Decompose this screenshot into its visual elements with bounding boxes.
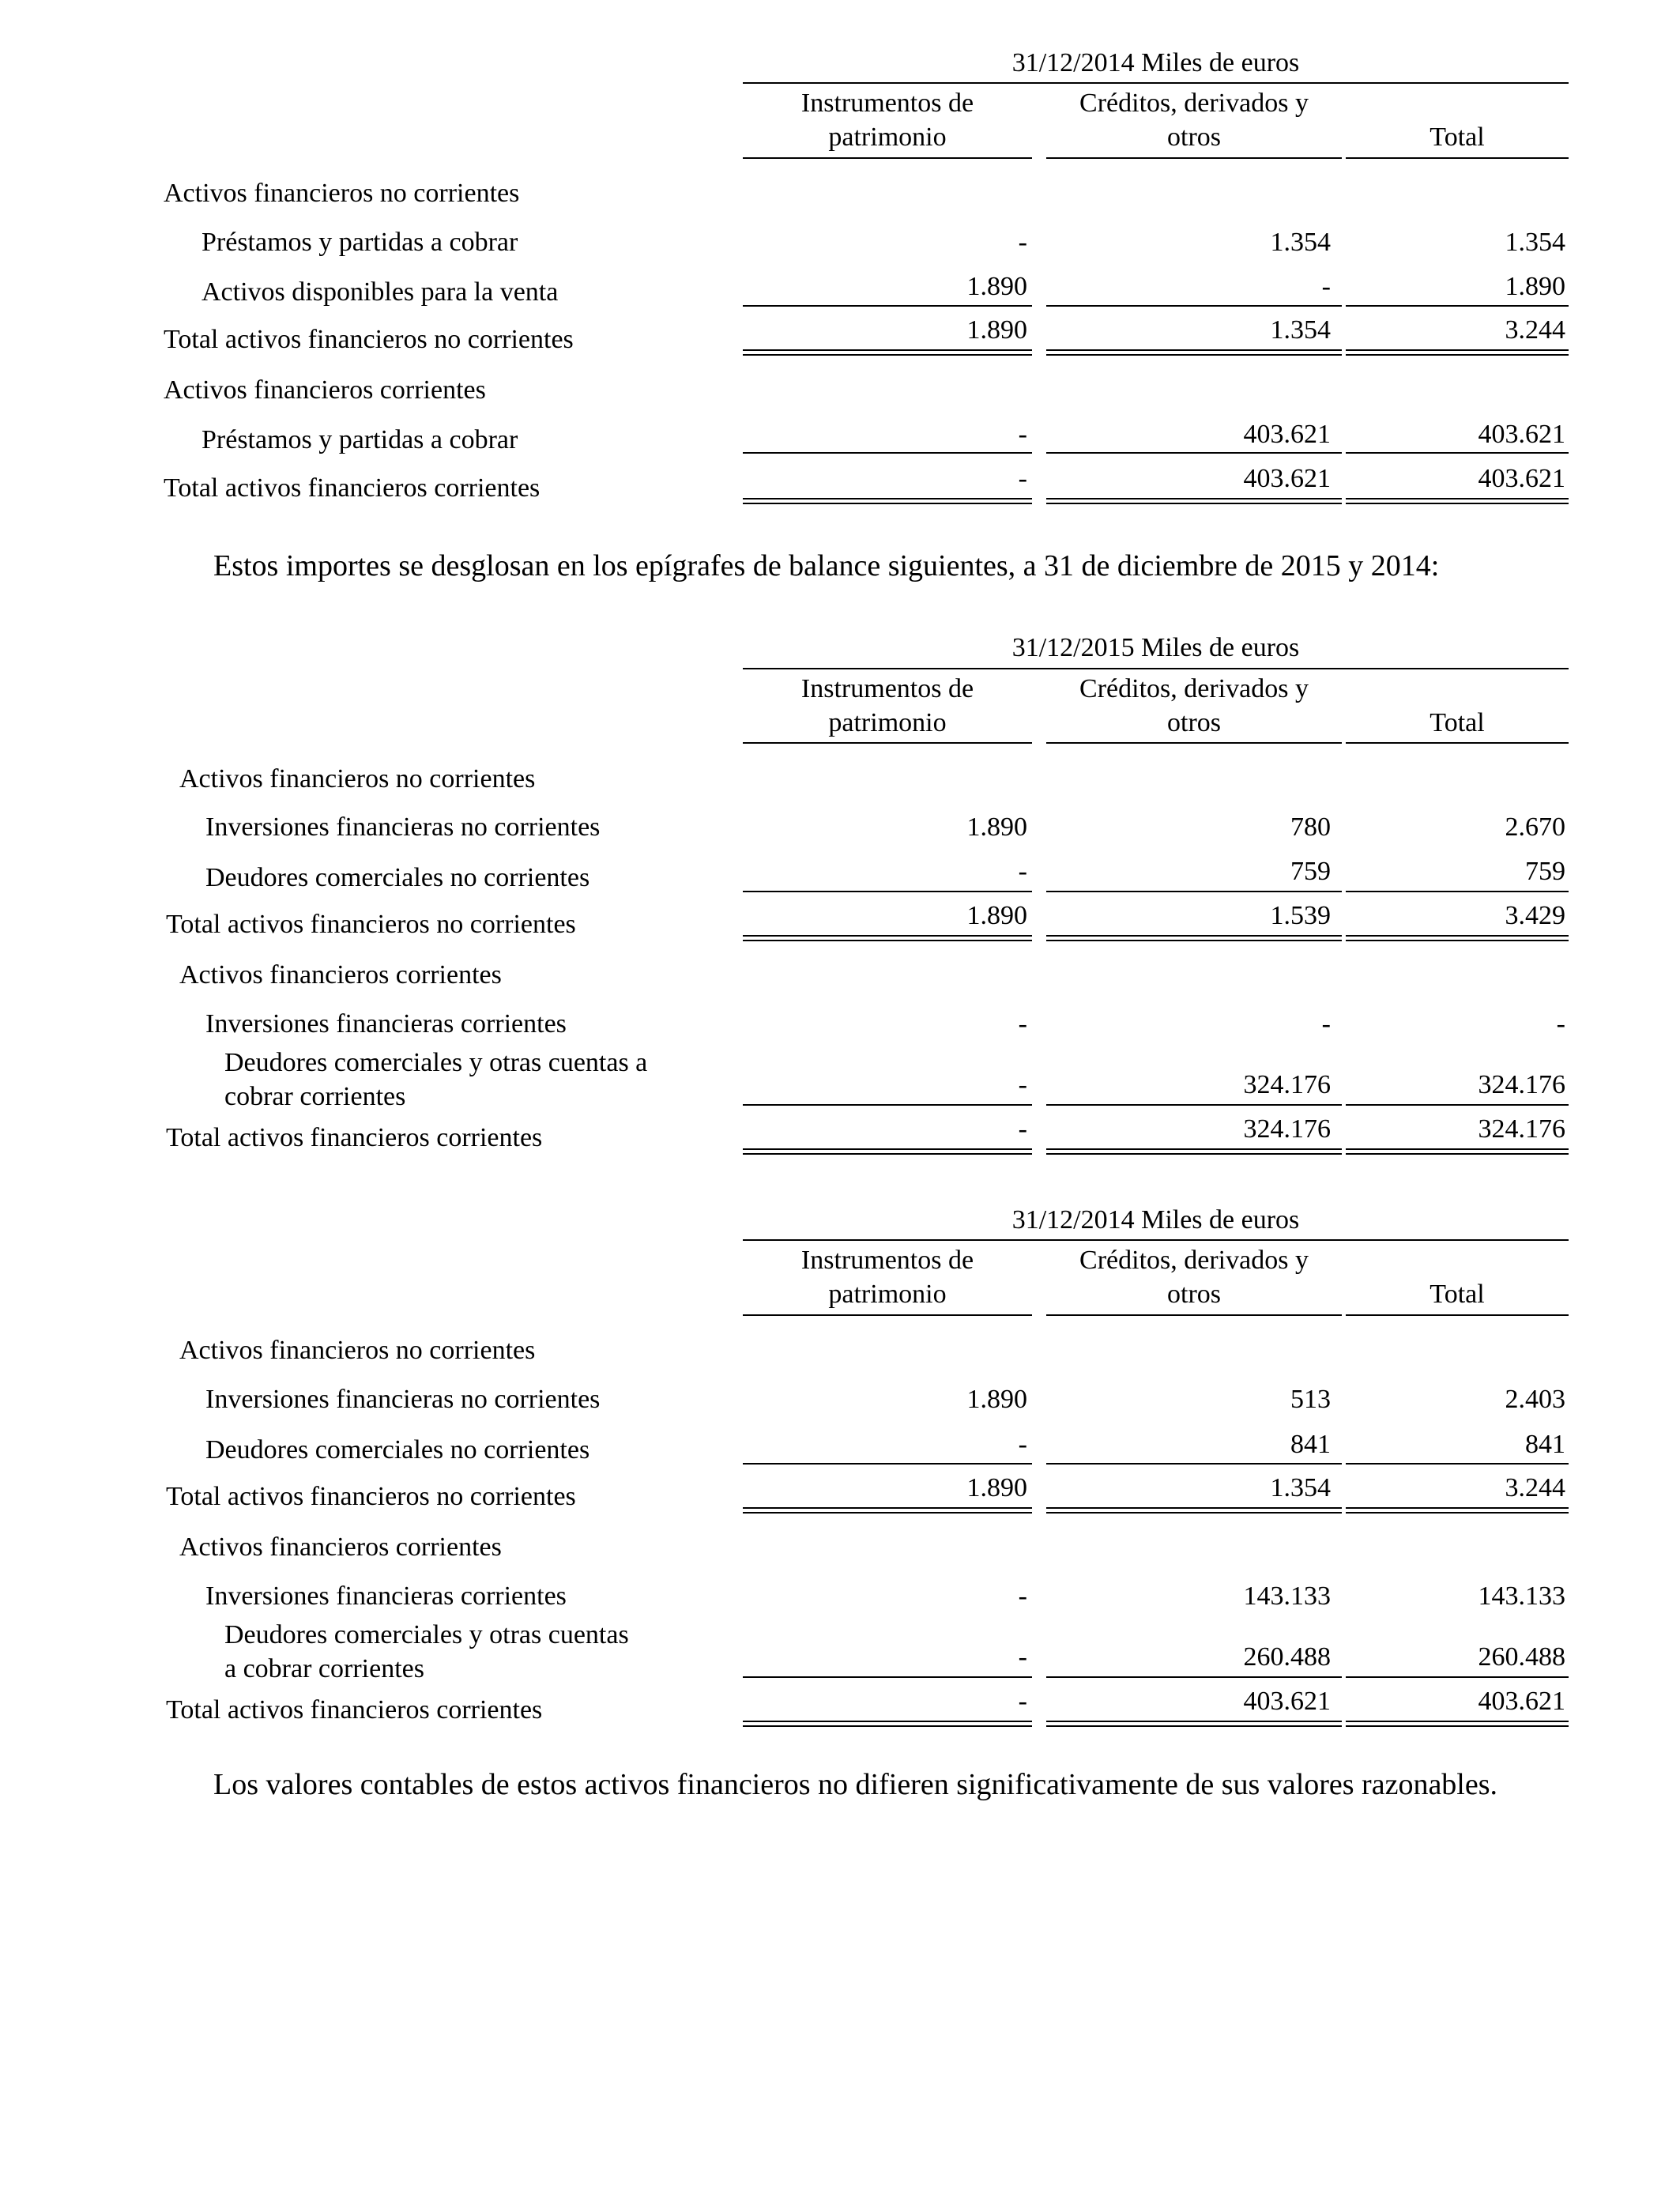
cell-value: 1.890 — [966, 315, 1027, 345]
cell-value: 1.890 — [966, 272, 1027, 301]
total-double-rule — [1346, 935, 1569, 941]
cell-value: 1.890 — [966, 901, 1027, 930]
row-label: Deudores comerciales y otras cuentas a cobrar corrientes — [224, 1620, 629, 1683]
intro-paragraph: Estos importes se desglosan en los epígrafes de balance siguientes, a 31 de diciembre de 2015 y 2014: — [213, 549, 1440, 582]
subtotal-rule — [743, 1676, 1032, 1678]
cell-value: 143.133 — [1478, 1581, 1565, 1611]
total-double-rule — [1346, 1721, 1569, 1727]
col-header-total: Total — [1430, 708, 1485, 737]
subtotal-rule — [743, 891, 1032, 892]
total-label: Total activos financieros no corrientes — [164, 325, 574, 354]
total-label: Total activos financieros corrientes — [164, 473, 541, 503]
cell-value: - — [1018, 228, 1027, 257]
cell-value: 1.890 — [1505, 272, 1565, 301]
cell-value: - — [1321, 272, 1331, 301]
cell-value: 3.429 — [1505, 901, 1565, 930]
section-label: Activos financieros corrientes — [179, 1532, 502, 1562]
col-rule — [1346, 1314, 1569, 1316]
col-header-total: Total — [1430, 1280, 1485, 1309]
subtotal-rule — [1046, 1676, 1342, 1678]
total-double-rule — [1346, 498, 1569, 504]
total-double-rule — [1046, 935, 1342, 941]
col-header-creditos-l1: Créditos, derivados y — [1079, 89, 1309, 118]
cell-value: 1.539 — [1270, 901, 1331, 930]
subtotal-rule — [1046, 452, 1342, 454]
total-double-rule — [743, 935, 1032, 941]
cell-value: 260.488 — [1478, 1642, 1565, 1672]
header-rule — [743, 668, 1569, 669]
total-double-rule — [1046, 1148, 1342, 1155]
cell-value: 1.354 — [1270, 1473, 1331, 1502]
cell-value: 841 — [1290, 1430, 1331, 1459]
total-double-rule — [743, 1721, 1032, 1727]
col-header-creditos-l2: otros — [1167, 708, 1221, 737]
subtotal-rule — [743, 305, 1032, 307]
cell-value: 403.621 — [1243, 464, 1331, 493]
cell-value: 403.621 — [1478, 420, 1565, 449]
row-label: Préstamos y partidas a cobrar — [202, 228, 518, 257]
total-double-rule — [743, 1148, 1032, 1155]
col-header-instrumentos-l2: patrimonio — [828, 1280, 947, 1309]
total-double-rule — [743, 349, 1032, 356]
section-label: Activos financieros corrientes — [179, 960, 502, 990]
col-rule — [1046, 742, 1342, 744]
row-label: Deudores comerciales no corrientes — [205, 863, 590, 892]
total-double-rule — [743, 1507, 1032, 1514]
cell-value: 1.354 — [1270, 228, 1331, 257]
subtotal-rule — [1046, 1104, 1342, 1106]
cell-value: - — [1018, 1430, 1027, 1459]
row-label: Préstamos y partidas a cobrar — [202, 425, 518, 454]
cell-value: 403.621 — [1243, 1687, 1331, 1716]
row-label: Inversiones financieras no corrientes — [205, 1385, 601, 1414]
table-period-header: 31/12/2014 Miles de euros — [1011, 1205, 1300, 1235]
section-label: Activos financieros no corrientes — [164, 179, 520, 208]
col-header-creditos-l1: Créditos, derivados y — [1079, 674, 1309, 703]
col-header-creditos-l1: Créditos, derivados y — [1079, 1246, 1309, 1275]
cell-value: 324.176 — [1243, 1070, 1331, 1099]
cell-value: - — [1018, 420, 1027, 449]
col-rule — [743, 742, 1032, 744]
cell-value: - — [1556, 1009, 1565, 1039]
total-label: Total activos financieros corrientes — [166, 1123, 543, 1152]
row-label: Inversiones financieras corrientes — [205, 1581, 567, 1611]
subtotal-rule — [1346, 1463, 1569, 1465]
col-rule — [1046, 1314, 1342, 1316]
cell-value: - — [1018, 1642, 1027, 1672]
col-header-creditos-l2: otros — [1167, 123, 1221, 152]
total-double-rule — [1346, 349, 1569, 356]
cell-value: - — [1018, 1114, 1027, 1144]
col-rule — [743, 1314, 1032, 1316]
col-header-instrumentos-l1: Instrumentos de — [800, 89, 974, 118]
cell-value: 841 — [1525, 1430, 1565, 1459]
header-rule — [743, 82, 1569, 84]
subtotal-rule — [743, 452, 1032, 454]
total-double-rule — [743, 498, 1032, 504]
cell-value: 1.354 — [1270, 315, 1331, 345]
cell-value: - — [1018, 1687, 1027, 1716]
cell-value: 1.354 — [1505, 228, 1565, 257]
row-label: Deudores comerciales no corrientes — [205, 1435, 590, 1465]
cell-value: 513 — [1290, 1385, 1331, 1414]
subtotal-rule — [1346, 891, 1569, 892]
cell-value: - — [1321, 1009, 1331, 1039]
col-rule — [1046, 157, 1342, 159]
total-double-rule — [1346, 1148, 1569, 1155]
total-label: Total activos financieros no corrientes — [166, 1482, 576, 1511]
table-period-header: 31/12/2015 Miles de euros — [1011, 633, 1300, 662]
col-header-instrumentos-l2: patrimonio — [828, 123, 947, 152]
cell-value: 1.890 — [966, 812, 1027, 842]
col-rule — [1346, 742, 1569, 744]
cell-value: - — [1018, 1009, 1027, 1039]
cell-value: 3.244 — [1505, 1473, 1565, 1502]
cell-value: 2.403 — [1505, 1385, 1565, 1414]
subtotal-rule — [1046, 891, 1342, 892]
section-label: Activos financieros corrientes — [164, 375, 486, 405]
cell-value: 324.176 — [1478, 1070, 1565, 1099]
row-label: Activos disponibles para la venta — [202, 277, 559, 307]
total-double-rule — [1046, 498, 1342, 504]
row-label: Deudores comerciales y otras cuentas a cobrar corrientes — [224, 1048, 648, 1111]
cell-value: 403.621 — [1243, 420, 1331, 449]
cell-value: 759 — [1290, 857, 1331, 886]
col-header-creditos-l2: otros — [1167, 1280, 1221, 1309]
total-double-rule — [1046, 1507, 1342, 1514]
cell-value: - — [1018, 464, 1027, 493]
subtotal-rule — [1346, 452, 1569, 454]
cell-value: - — [1018, 1070, 1027, 1099]
cell-value: 1.890 — [966, 1473, 1027, 1502]
cell-value: 403.621 — [1478, 1687, 1565, 1716]
row-label: Inversiones financieras corrientes — [205, 1009, 567, 1039]
total-double-rule — [1046, 349, 1342, 356]
total-label: Total activos financieros no corrientes — [166, 910, 576, 939]
cell-value: 403.621 — [1478, 464, 1565, 493]
section-label: Activos financieros no corrientes — [179, 764, 536, 794]
cell-value: 324.176 — [1478, 1114, 1565, 1144]
total-label: Total activos financieros corrientes — [166, 1695, 543, 1725]
cell-value: 759 — [1525, 857, 1565, 886]
cell-value: 1.890 — [966, 1385, 1027, 1414]
subtotal-rule — [1046, 1463, 1342, 1465]
header-rule — [743, 1239, 1569, 1241]
col-header-instrumentos-l2: patrimonio — [828, 708, 947, 737]
col-header-instrumentos-l1: Instrumentos de — [800, 1246, 974, 1275]
col-rule — [1346, 157, 1569, 159]
subtotal-rule — [1046, 305, 1342, 307]
row-label: Inversiones financieras no corrientes — [205, 812, 601, 842]
subtotal-rule — [743, 1104, 1032, 1106]
subtotal-rule — [1346, 1676, 1569, 1678]
cell-value: 3.244 — [1505, 315, 1565, 345]
table-period-header: 31/12/2014 Miles de euros — [1011, 48, 1300, 77]
cell-value: - — [1018, 857, 1027, 886]
cell-value: 143.133 — [1243, 1581, 1331, 1611]
cell-value: - — [1018, 1581, 1027, 1611]
col-rule — [743, 157, 1032, 159]
subtotal-rule — [1346, 1104, 1569, 1106]
subtotal-rule — [1346, 305, 1569, 307]
total-double-rule — [1046, 1721, 1342, 1727]
closing-paragraph: Los valores contables de estos activos financieros no difieren significativamente de sus valores razonables. — [213, 1768, 1498, 1801]
subtotal-rule — [743, 1463, 1032, 1465]
total-double-rule — [1346, 1507, 1569, 1514]
col-header-instrumentos-l1: Instrumentos de — [800, 674, 974, 703]
cell-value: 780 — [1290, 812, 1331, 842]
cell-value: 260.488 — [1243, 1642, 1331, 1672]
col-header-total: Total — [1430, 123, 1485, 152]
section-label: Activos financieros no corrientes — [179, 1336, 536, 1365]
cell-value: 2.670 — [1505, 812, 1565, 842]
cell-value: 324.176 — [1243, 1114, 1331, 1144]
